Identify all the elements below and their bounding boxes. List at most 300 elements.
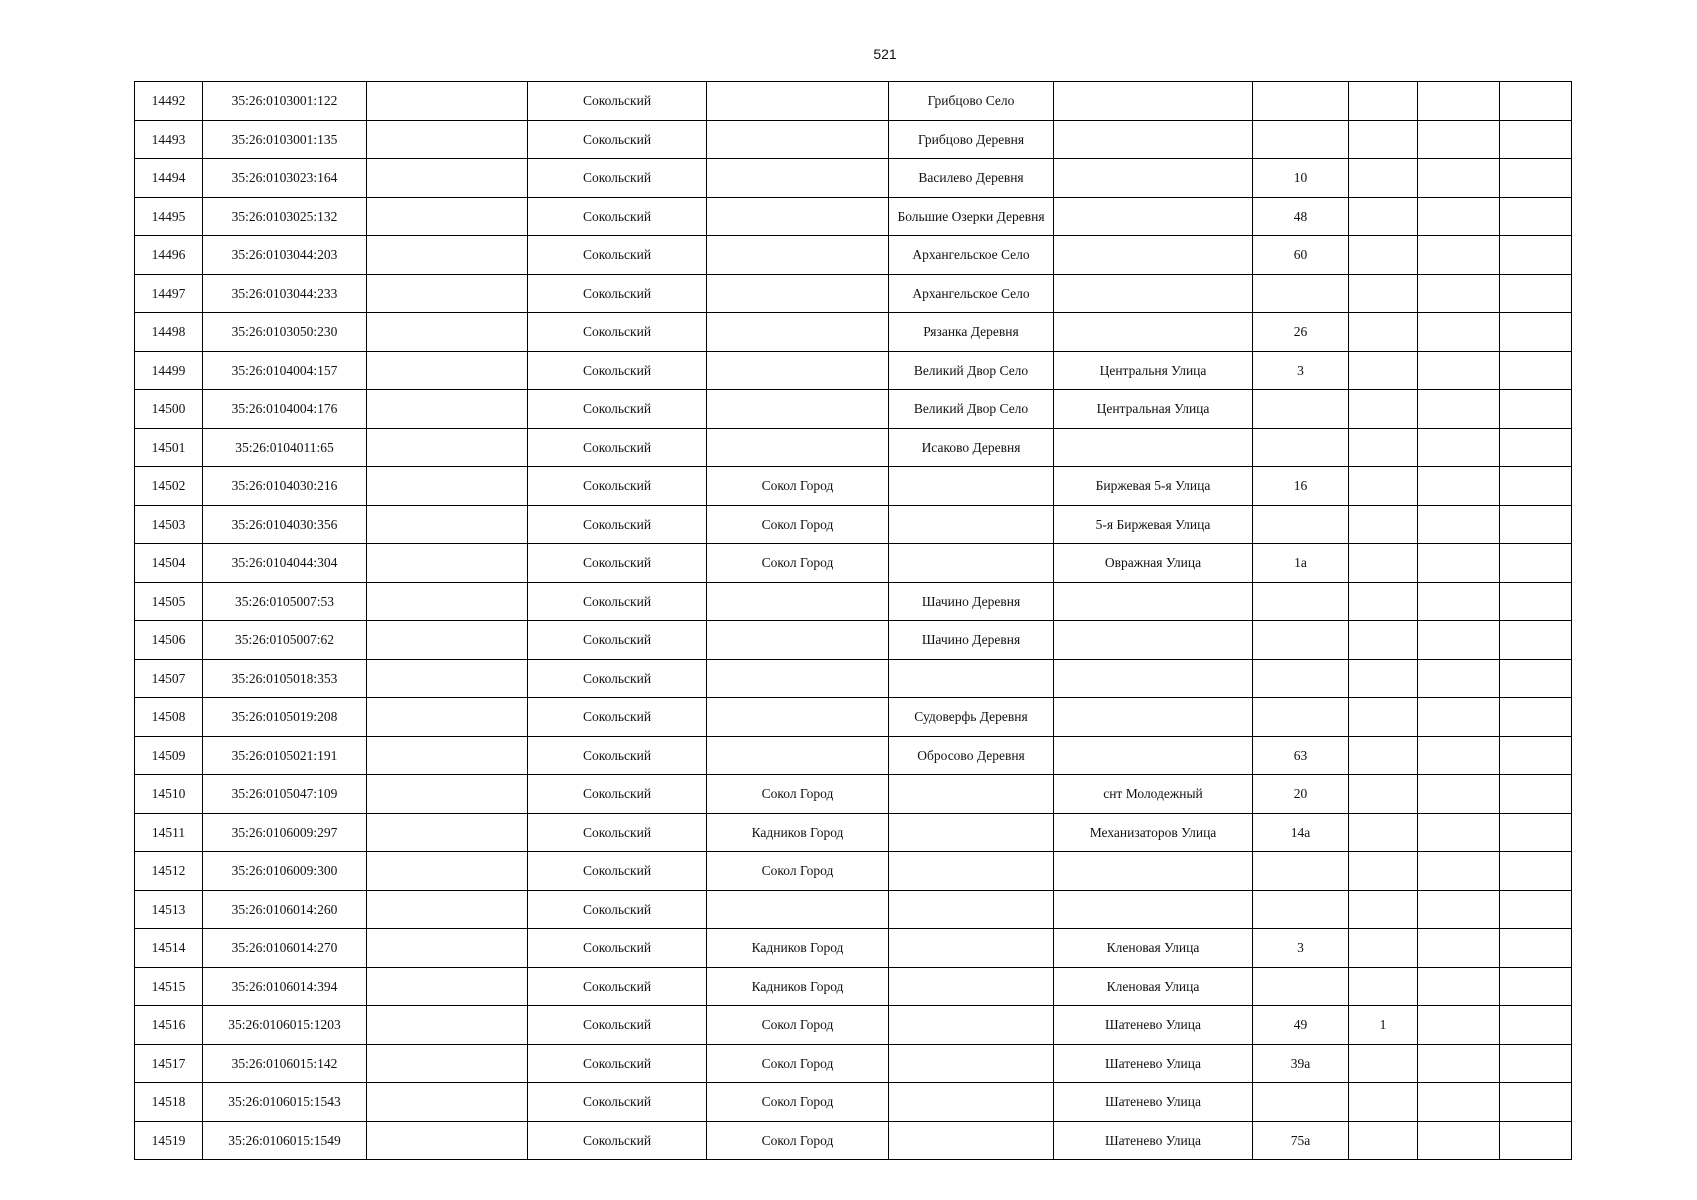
settlement-cell (889, 1121, 1054, 1160)
row-number-cell: 14510 (135, 775, 203, 814)
col-11-cell (1500, 274, 1572, 313)
row-number-cell: 14513 (135, 890, 203, 929)
cadastral-number-cell: 35:26:0103044:203 (203, 236, 367, 275)
col-9-cell (1349, 467, 1418, 506)
house-number-cell: 20 (1253, 775, 1349, 814)
col-3-cell (367, 1006, 528, 1045)
row-number-cell: 14495 (135, 197, 203, 236)
row-number-cell: 14516 (135, 1006, 203, 1045)
street-cell (1054, 120, 1253, 159)
settlement-cell: Шачино Деревня (889, 621, 1054, 660)
row-number-cell: 14515 (135, 967, 203, 1006)
street-cell (1054, 82, 1253, 121)
house-number-cell: 63 (1253, 736, 1349, 775)
district-cell: Сокольский (528, 967, 707, 1006)
row-number-cell: 14500 (135, 390, 203, 429)
table-row (135, 82, 1572, 121)
col-9-cell (1349, 544, 1418, 583)
house-number-cell: 26 (1253, 313, 1349, 352)
house-number-cell (1253, 274, 1349, 313)
col-11-cell (1500, 1044, 1572, 1083)
city-cell: Сокол Город (707, 1083, 889, 1122)
row-number-cell: 14509 (135, 736, 203, 775)
col-10-cell (1418, 428, 1500, 467)
row-number-cell: 14511 (135, 813, 203, 852)
col-10-cell (1418, 775, 1500, 814)
col-9-cell (1349, 1083, 1418, 1122)
city-cell: Сокол Город (707, 544, 889, 583)
settlement-cell (889, 967, 1054, 1006)
street-cell: Механизаторов Улица (1054, 813, 1253, 852)
table-row (135, 929, 1572, 968)
district-cell: Сокольский (528, 621, 707, 660)
district-cell: Сокольский (528, 351, 707, 390)
col-11-cell (1500, 659, 1572, 698)
col-3-cell (367, 197, 528, 236)
col-11-cell (1500, 775, 1572, 814)
street-cell: снт Молодежный (1054, 775, 1253, 814)
col-10-cell (1418, 1083, 1500, 1122)
page-number: 521 (873, 46, 897, 62)
district-cell: Сокольский (528, 428, 707, 467)
col-10-cell (1418, 236, 1500, 275)
district-cell: Сокольский (528, 1083, 707, 1122)
street-cell: Центральная Улица (1054, 390, 1253, 429)
col-3-cell (367, 929, 528, 968)
cadastral-number-cell: 35:26:0104030:356 (203, 505, 367, 544)
settlement-cell (889, 544, 1054, 583)
district-cell: Сокольский (528, 813, 707, 852)
col-9-cell (1349, 159, 1418, 198)
house-number-cell (1253, 390, 1349, 429)
house-number-cell (1253, 890, 1349, 929)
table-row (135, 698, 1572, 737)
table-row (135, 813, 1572, 852)
street-cell (1054, 736, 1253, 775)
row-number-cell: 14512 (135, 852, 203, 891)
house-number-cell: 10 (1253, 159, 1349, 198)
district-cell: Сокольский (528, 159, 707, 198)
table-body (135, 82, 1572, 1160)
col-10-cell (1418, 390, 1500, 429)
city-cell (707, 698, 889, 737)
col-9-cell (1349, 274, 1418, 313)
cadastral-number-cell: 35:26:0105007:53 (203, 582, 367, 621)
city-cell (707, 390, 889, 429)
col-9-cell (1349, 82, 1418, 121)
col-11-cell (1500, 621, 1572, 660)
settlement-cell: Исаково Деревня (889, 428, 1054, 467)
street-cell: 5-я Биржевая Улица (1054, 505, 1253, 544)
cadastral-number-cell: 35:26:0103023:164 (203, 159, 367, 198)
table-row (135, 428, 1572, 467)
table-row (135, 159, 1572, 198)
table-row (135, 736, 1572, 775)
district-cell: Сокольский (528, 736, 707, 775)
row-number-cell: 14504 (135, 544, 203, 583)
col-3-cell (367, 351, 528, 390)
col-10-cell (1418, 467, 1500, 506)
city-cell (707, 236, 889, 275)
district-cell: Сокольский (528, 467, 707, 506)
settlement-cell: Рязанка Деревня (889, 313, 1054, 352)
house-number-cell: 3 (1253, 929, 1349, 968)
col-3-cell (367, 390, 528, 429)
row-number-cell: 14503 (135, 505, 203, 544)
col-10-cell (1418, 967, 1500, 1006)
house-number-cell (1253, 621, 1349, 660)
table-row (135, 659, 1572, 698)
cadastral-number-cell: 35:26:0106015:142 (203, 1044, 367, 1083)
col-11-cell (1500, 313, 1572, 352)
col-11-cell (1500, 929, 1572, 968)
col-11-cell (1500, 1083, 1572, 1122)
settlement-cell (889, 1006, 1054, 1045)
district-cell: Сокольский (528, 120, 707, 159)
row-number-cell: 14502 (135, 467, 203, 506)
col-9-cell (1349, 390, 1418, 429)
settlement-cell (889, 1083, 1054, 1122)
street-cell (1054, 236, 1253, 275)
district-cell: Сокольский (528, 582, 707, 621)
col-3-cell (367, 852, 528, 891)
settlement-cell: Василево Деревня (889, 159, 1054, 198)
row-number-cell: 14505 (135, 582, 203, 621)
col-3-cell (367, 544, 528, 583)
table-row (135, 852, 1572, 891)
table-row (135, 1121, 1572, 1160)
col-10-cell (1418, 929, 1500, 968)
col-3-cell (367, 659, 528, 698)
city-cell: Сокол Город (707, 1006, 889, 1045)
cadastral-number-cell: 35:26:0103001:122 (203, 82, 367, 121)
col-11-cell (1500, 890, 1572, 929)
cadastral-number-cell: 35:26:0105047:109 (203, 775, 367, 814)
cadastral-number-cell: 35:26:0105018:353 (203, 659, 367, 698)
row-number-cell: 14499 (135, 351, 203, 390)
city-cell: Сокол Город (707, 1121, 889, 1160)
row-number-cell: 14492 (135, 82, 203, 121)
cadastral-number-cell: 35:26:0103044:233 (203, 274, 367, 313)
col-10-cell (1418, 159, 1500, 198)
city-cell: Сокол Город (707, 467, 889, 506)
col-3-cell (367, 582, 528, 621)
col-11-cell (1500, 505, 1572, 544)
city-cell: Сокол Город (707, 505, 889, 544)
col-3-cell (367, 313, 528, 352)
col-3-cell (367, 505, 528, 544)
col-9-cell (1349, 351, 1418, 390)
city-cell: Кадников Город (707, 929, 889, 968)
col-11-cell (1500, 582, 1572, 621)
cadastral-number-cell: 35:26:0105007:62 (203, 621, 367, 660)
settlement-cell: Великий Двор Село (889, 390, 1054, 429)
col-11-cell (1500, 813, 1572, 852)
col-10-cell (1418, 698, 1500, 737)
district-cell: Сокольский (528, 236, 707, 275)
col-9-cell (1349, 197, 1418, 236)
house-number-cell (1253, 659, 1349, 698)
cadastral-number-cell: 35:26:0106009:300 (203, 852, 367, 891)
table-row (135, 1006, 1572, 1045)
col-10-cell (1418, 120, 1500, 159)
row-number-cell: 14506 (135, 621, 203, 660)
col-9-cell (1349, 775, 1418, 814)
col-3-cell (367, 775, 528, 814)
col-3-cell (367, 621, 528, 660)
house-number-cell: 48 (1253, 197, 1349, 236)
table-row (135, 890, 1572, 929)
col-3-cell (367, 236, 528, 275)
col-10-cell (1418, 197, 1500, 236)
street-cell (1054, 621, 1253, 660)
city-cell: Кадников Город (707, 813, 889, 852)
table-row (135, 351, 1572, 390)
row-number-cell: 14507 (135, 659, 203, 698)
col-11-cell (1500, 852, 1572, 891)
col-10-cell (1418, 736, 1500, 775)
settlement-cell (889, 890, 1054, 929)
house-number-cell (1253, 967, 1349, 1006)
street-cell: Шатенево Улица (1054, 1083, 1253, 1122)
col-11-cell (1500, 1121, 1572, 1160)
settlement-cell: Великий Двор Село (889, 351, 1054, 390)
col-9-cell (1349, 1044, 1418, 1083)
street-cell: Овражная Улица (1054, 544, 1253, 583)
col-10-cell (1418, 313, 1500, 352)
house-number-cell: 75а (1253, 1121, 1349, 1160)
district-cell: Сокольский (528, 1006, 707, 1045)
cadastral-number-cell: 35:26:0103050:230 (203, 313, 367, 352)
col-10-cell (1418, 505, 1500, 544)
house-number-cell: 60 (1253, 236, 1349, 275)
col-9-cell (1349, 736, 1418, 775)
col-9-cell (1349, 813, 1418, 852)
table-row (135, 505, 1572, 544)
col-9-cell (1349, 505, 1418, 544)
cadastral-number-cell: 35:26:0106015:1549 (203, 1121, 367, 1160)
street-cell (1054, 313, 1253, 352)
col-3-cell (367, 736, 528, 775)
cadastral-number-cell: 35:26:0106009:297 (203, 813, 367, 852)
col-11-cell (1500, 82, 1572, 121)
street-cell: Биржевая 5-я Улица (1054, 467, 1253, 506)
table-row (135, 544, 1572, 583)
row-number-cell: 14518 (135, 1083, 203, 1122)
col-10-cell (1418, 621, 1500, 660)
col-11-cell (1500, 967, 1572, 1006)
cadastral-number-cell: 35:26:0104030:216 (203, 467, 367, 506)
city-cell (707, 736, 889, 775)
street-cell (1054, 159, 1253, 198)
col-3-cell (367, 467, 528, 506)
table-row (135, 582, 1572, 621)
table-row (135, 313, 1572, 352)
table-row (135, 967, 1572, 1006)
col-11-cell (1500, 236, 1572, 275)
house-number-cell (1253, 1083, 1349, 1122)
house-number-cell: 39а (1253, 1044, 1349, 1083)
district-cell: Сокольский (528, 1044, 707, 1083)
district-cell: Сокольский (528, 890, 707, 929)
city-cell (707, 582, 889, 621)
street-cell (1054, 428, 1253, 467)
col-3-cell (367, 1121, 528, 1160)
col-11-cell (1500, 351, 1572, 390)
street-cell: Центральня Улица (1054, 351, 1253, 390)
col-11-cell (1500, 428, 1572, 467)
street-cell (1054, 659, 1253, 698)
col-9-cell (1349, 967, 1418, 1006)
cadastral-number-cell: 35:26:0106015:1203 (203, 1006, 367, 1045)
cadastral-number-cell: 35:26:0104004:157 (203, 351, 367, 390)
house-number-cell: 1а (1253, 544, 1349, 583)
city-cell (707, 274, 889, 313)
house-number-cell (1253, 428, 1349, 467)
house-number-cell (1253, 82, 1349, 121)
house-number-cell (1253, 698, 1349, 737)
settlement-cell: Архангельское Село (889, 274, 1054, 313)
row-number-cell: 14498 (135, 313, 203, 352)
settlement-cell: Архангельское Село (889, 236, 1054, 275)
house-number-cell: 16 (1253, 467, 1349, 506)
settlement-cell (889, 659, 1054, 698)
table-row (135, 775, 1572, 814)
row-number-cell: 14493 (135, 120, 203, 159)
col-10-cell (1418, 582, 1500, 621)
cadastral-number-cell: 35:26:0106014:270 (203, 929, 367, 968)
settlement-cell: Шачино Деревня (889, 582, 1054, 621)
col-3-cell (367, 120, 528, 159)
col-9-cell (1349, 236, 1418, 275)
row-number-cell: 14508 (135, 698, 203, 737)
col-3-cell (367, 698, 528, 737)
city-cell: Сокол Город (707, 852, 889, 891)
col-10-cell (1418, 544, 1500, 583)
settlement-cell: Большие Озерки Деревня (889, 197, 1054, 236)
district-cell: Сокольский (528, 390, 707, 429)
col-10-cell (1418, 1044, 1500, 1083)
table-row (135, 390, 1572, 429)
col-9-cell (1349, 659, 1418, 698)
city-cell (707, 197, 889, 236)
house-number-cell (1253, 505, 1349, 544)
district-cell: Сокольский (528, 274, 707, 313)
col-10-cell (1418, 351, 1500, 390)
cadastral-number-cell: 35:26:0106014:260 (203, 890, 367, 929)
cadastral-number-cell: 35:26:0103001:135 (203, 120, 367, 159)
district-cell: Сокольский (528, 313, 707, 352)
col-3-cell (367, 1044, 528, 1083)
col-11-cell (1500, 159, 1572, 198)
cadastral-number-cell: 35:26:0104044:304 (203, 544, 367, 583)
col-11-cell (1500, 698, 1572, 737)
district-cell: Сокольский (528, 82, 707, 121)
city-cell (707, 890, 889, 929)
col-10-cell (1418, 813, 1500, 852)
city-cell (707, 82, 889, 121)
col-9-cell (1349, 621, 1418, 660)
cadastral-number-cell: 35:26:0104004:176 (203, 390, 367, 429)
col-9-cell (1349, 929, 1418, 968)
city-cell: Сокол Город (707, 1044, 889, 1083)
city-cell (707, 659, 889, 698)
col-11-cell (1500, 390, 1572, 429)
cadastral-number-cell: 35:26:0106014:394 (203, 967, 367, 1006)
street-cell (1054, 197, 1253, 236)
row-number-cell: 14496 (135, 236, 203, 275)
district-cell: Сокольский (528, 659, 707, 698)
house-number-cell: 49 (1253, 1006, 1349, 1045)
city-cell (707, 621, 889, 660)
table-row (135, 274, 1572, 313)
settlement-cell (889, 929, 1054, 968)
house-number-cell (1253, 582, 1349, 621)
settlement-cell (889, 775, 1054, 814)
row-number-cell: 14497 (135, 274, 203, 313)
col-10-cell (1418, 852, 1500, 891)
district-cell: Сокольский (528, 775, 707, 814)
col-11-cell (1500, 544, 1572, 583)
table-row (135, 236, 1572, 275)
cadastral-number-cell: 35:26:0104011:65 (203, 428, 367, 467)
district-cell: Сокольский (528, 544, 707, 583)
row-number-cell: 14514 (135, 929, 203, 968)
col-11-cell (1500, 197, 1572, 236)
table-row (135, 197, 1572, 236)
street-cell (1054, 582, 1253, 621)
settlement-cell (889, 467, 1054, 506)
data-table (134, 81, 1572, 1160)
table-row (135, 1083, 1572, 1122)
street-cell: Шатенево Улица (1054, 1121, 1253, 1160)
street-cell: Кленовая Улица (1054, 967, 1253, 1006)
row-number-cell: 14494 (135, 159, 203, 198)
street-cell (1054, 890, 1253, 929)
col-10-cell (1418, 890, 1500, 929)
col-9-cell (1349, 313, 1418, 352)
col-10-cell (1418, 1006, 1500, 1045)
settlement-cell (889, 505, 1054, 544)
col-3-cell (367, 813, 528, 852)
settlement-cell: Грибцово Деревня (889, 120, 1054, 159)
col-9-cell (1349, 698, 1418, 737)
district-cell: Сокольский (528, 852, 707, 891)
table-row (135, 120, 1572, 159)
col-10-cell (1418, 1121, 1500, 1160)
settlement-cell (889, 813, 1054, 852)
col-11-cell (1500, 736, 1572, 775)
col-3-cell (367, 159, 528, 198)
settlement-cell: Судоверфь Деревня (889, 698, 1054, 737)
city-cell (707, 313, 889, 352)
district-cell: Сокольский (528, 505, 707, 544)
table-row (135, 467, 1572, 506)
street-cell: Кленовая Улица (1054, 929, 1253, 968)
house-number-cell: 3 (1253, 351, 1349, 390)
district-cell: Сокольский (528, 197, 707, 236)
row-number-cell: 14519 (135, 1121, 203, 1160)
col-11-cell (1500, 467, 1572, 506)
col-11-cell (1500, 120, 1572, 159)
street-cell: Шатенево Улица (1054, 1006, 1253, 1045)
col-9-cell (1349, 120, 1418, 159)
cadastral-number-cell: 35:26:0103025:132 (203, 197, 367, 236)
col-10-cell (1418, 659, 1500, 698)
city-cell (707, 120, 889, 159)
col-9-cell (1349, 852, 1418, 891)
col-3-cell (367, 1083, 528, 1122)
